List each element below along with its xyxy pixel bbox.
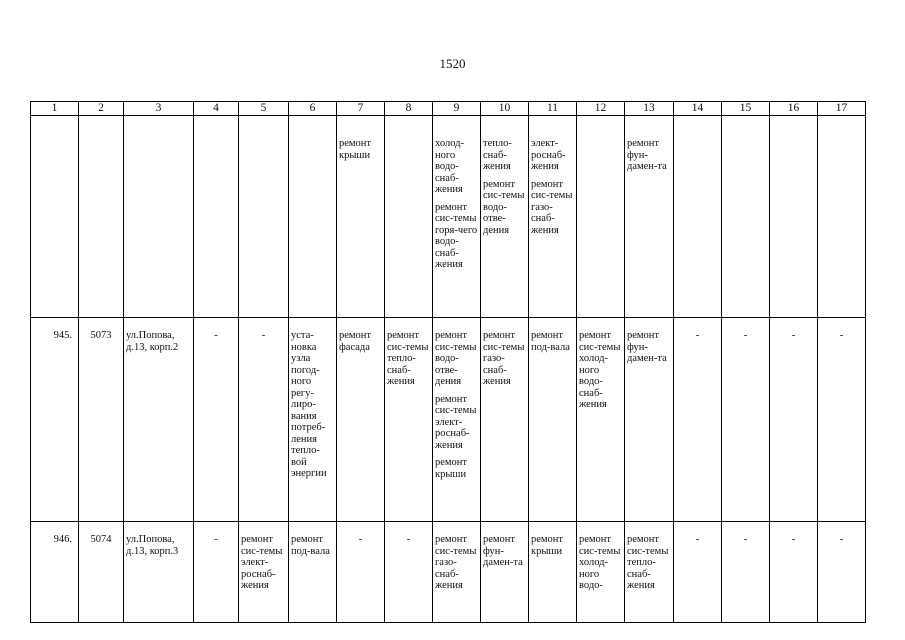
table-cell: [289, 318, 337, 522]
cell-text: ремонт сис-темы холод-ного водо-снаб-жения: [579, 330, 621, 410]
header-row: [31, 102, 866, 116]
cell-text: ремонт сис-темы тепло-снаб-жения: [387, 330, 429, 387]
cell-text: ремонт сис-темы элект-роснаб-жения: [241, 534, 283, 591]
cell-text: -: [695, 534, 700, 545]
column-header: 14: [674, 102, 722, 116]
table-cell: [625, 318, 674, 522]
cell-text: ремонт сис-темы водо-отве-дения: [483, 178, 525, 236]
table-cell: [385, 318, 433, 522]
column-header: 9: [433, 102, 481, 116]
cell-text: -: [743, 330, 748, 341]
column-header: 1: [31, 102, 79, 116]
table-cell: [529, 522, 577, 623]
cell-text: ремонт сис-темы горя-чего водо-снаб-жения: [435, 201, 478, 270]
table-cell: [79, 318, 124, 522]
cell-text: 5073: [90, 330, 112, 341]
cell-text: -: [839, 534, 844, 545]
table-cell: [194, 318, 239, 522]
cell-text: 945.: [53, 330, 72, 341]
table-row: [31, 116, 866, 318]
table-cell: [124, 318, 194, 522]
table-cell: [385, 522, 433, 623]
table-cell: [337, 318, 385, 522]
column-header: 3: [124, 102, 194, 116]
cell-text: -: [743, 534, 748, 545]
table-cell: [722, 318, 770, 522]
table-cell: [433, 318, 481, 522]
cell-text: ул.Попова, д.13, корп.3: [126, 534, 179, 557]
column-header: 10: [481, 102, 529, 116]
table-cell: [625, 522, 674, 623]
cell-text: ремонт крыши: [339, 138, 372, 161]
column-header: 4: [194, 102, 239, 116]
column-header: 15: [722, 102, 770, 116]
cell-text: -: [358, 534, 363, 545]
cell-text: ремонт сис-темы газо-снаб-жения: [531, 178, 573, 236]
column-header: 5: [239, 102, 289, 116]
column-header: 7: [337, 102, 385, 116]
table-cell: [124, 522, 194, 623]
table-cell: [818, 522, 866, 623]
table-cell: [433, 522, 481, 623]
cell-text: ремонт сис-темы холод-ного водо-: [579, 534, 621, 591]
cell-text: элект-роснаб-жения: [531, 138, 566, 172]
table-cell: [289, 522, 337, 623]
cell-text: ремонт крыши: [435, 457, 468, 480]
table-cell: [433, 116, 481, 318]
table-cell: [289, 116, 337, 318]
repair-schedule-table: [30, 101, 866, 623]
table-cell: [239, 318, 289, 522]
table-cell: [674, 522, 722, 623]
cell-text: -: [214, 534, 218, 545]
table-cell: [770, 522, 818, 623]
cell-text: 5074: [90, 534, 112, 545]
cell-text: ремонт фун-дамен-та: [627, 330, 667, 364]
column-header: 17: [818, 102, 866, 116]
cell-text: ул.Попова, д.13, корп.2: [126, 330, 179, 353]
table-cell: [481, 522, 529, 623]
table-cell: [625, 116, 674, 318]
column-header: 6: [289, 102, 337, 116]
table-cell: [529, 116, 577, 318]
table-cell: [79, 522, 124, 623]
cell-text: -: [406, 534, 411, 545]
cell-text: ремонт фасада: [339, 330, 372, 353]
cell-text: -: [214, 330, 218, 341]
table-cell: [577, 116, 625, 318]
table-cell: [31, 116, 79, 318]
table-cell: [31, 522, 79, 623]
cell-text: -: [839, 330, 844, 341]
cell-text: ремонт сис-темы тепло-снаб-жения: [627, 534, 669, 591]
column-header: 12: [577, 102, 625, 116]
table-cell: [337, 116, 385, 318]
cell-text: ремонт сис-темы газо-снаб-жения: [483, 330, 525, 387]
table-cell: [481, 318, 529, 522]
cell-text: ремонт фун-дамен-та: [483, 534, 523, 568]
cell-text: ремонт фун-дамен-та: [627, 138, 667, 172]
column-header: 16: [770, 102, 818, 116]
table-cell: [194, 522, 239, 623]
cell-text: ремонт сис-темы газо-снаб-жения: [435, 534, 477, 591]
cell-text: -: [261, 330, 266, 341]
table-cell: [674, 116, 722, 318]
table-cell: [529, 318, 577, 522]
column-header: 8: [385, 102, 433, 116]
cell-text: -: [695, 330, 700, 341]
table-cell: [239, 116, 289, 318]
page-number: 1520: [439, 56, 466, 71]
cell-text: ремонт под-вала: [531, 330, 570, 353]
table-cell: [674, 318, 722, 522]
cell-text: -: [791, 330, 796, 341]
table-cell: [31, 318, 79, 522]
table-cell: [722, 116, 770, 318]
table-cell: [770, 318, 818, 522]
table-cell: [337, 522, 385, 623]
table-cell: [577, 318, 625, 522]
cell-text: ремонт сис-темы элект-роснаб-жения: [435, 393, 477, 451]
column-header: 11: [529, 102, 577, 116]
table-cell: [239, 522, 289, 623]
cell-text: тепло-снаб-жения: [483, 138, 512, 172]
cell-text: ремонт сис-темы водо-отве-дения: [435, 330, 477, 387]
column-header: 13: [625, 102, 674, 116]
table-cell: [818, 318, 866, 522]
table-row: [31, 318, 866, 522]
cell-text: ремонт крыши: [531, 534, 564, 557]
column-header: 2: [79, 102, 124, 116]
table-cell: [385, 116, 433, 318]
table-cell: [194, 116, 239, 318]
cell-text: ремонт под-вала: [291, 534, 330, 557]
table-cell: [79, 116, 124, 318]
table-cell: [577, 522, 625, 623]
cell-text: уста-новка узла погод-ного регу-лиро-вания потреб-ления тепло-вой энергии: [291, 330, 327, 479]
cell-text: 946.: [53, 534, 72, 545]
table-cell: [481, 116, 529, 318]
table-cell: [770, 116, 818, 318]
cell-text: холод-ного водо-снаб-жения: [435, 138, 464, 195]
table-cell: [818, 116, 866, 318]
table-cell: [124, 116, 194, 318]
cell-text: -: [791, 534, 796, 545]
table-row: [31, 522, 866, 623]
table-cell: [722, 522, 770, 623]
